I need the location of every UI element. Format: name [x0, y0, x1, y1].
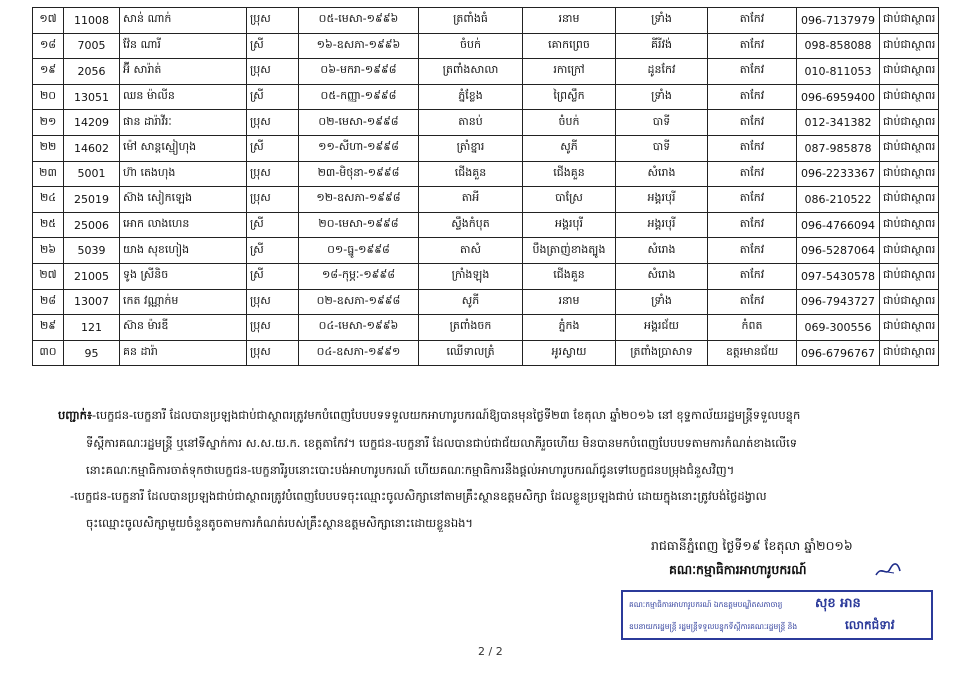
result-status-cell: ជាប់ជាស្ថាពរ [880, 187, 939, 213]
candidate-name-cell: ម៉ៅ សាន្តស្មៀហុង [120, 135, 247, 161]
province-cell: កំពត [708, 315, 797, 341]
village-cell: តានប់ [419, 110, 523, 136]
province-cell: តាកែវ [708, 187, 797, 213]
candidate-id-cell: 25006 [64, 212, 120, 238]
village-cell: ជើងគួន [419, 161, 523, 187]
candidate-sex-cell: ស្រី [247, 263, 299, 289]
row-number-cell: ១៨ [33, 33, 64, 59]
stamp-line-2: ឧបនាយករដ្ឋមន្ត្រី រដ្ឋមន្ត្រីទទួលបន្ទុកទីស្តីការគណៈរដ្ឋមន្ត្រី និង [629, 622, 798, 631]
commune-cell: រនាម [523, 8, 616, 34]
candidate-sex-cell: ស្រី [247, 33, 299, 59]
candidate-id-cell: 14209 [64, 110, 120, 136]
date-of-birth-cell: ១២-ឧសភា-១៩៩៨ [299, 187, 419, 213]
village-cell: ត្រពាំងធំ [419, 8, 523, 34]
province-cell: តាកែវ [708, 238, 797, 264]
phone-number-cell: 069-300556 [797, 315, 880, 341]
commune-cell: ព្រៃស្លឹក [523, 84, 616, 110]
row-number-cell: ២០ [33, 84, 64, 110]
village-cell: ត្រពាំងសាលា [419, 59, 523, 85]
phone-number-cell: 096-6796767 [797, 340, 880, 366]
district-cell: បាទី [616, 135, 708, 161]
commune-cell: ចំបក់ [523, 110, 616, 136]
result-status-cell: ជាប់ជាស្ថាពរ [880, 263, 939, 289]
candidate-name-cell: ស៊ាន ម៉ារឌី [120, 315, 247, 341]
candidate-sex-cell: ស្រី [247, 135, 299, 161]
table-row [33, 263, 939, 289]
signature-org: គណៈកម្មាធិការអាហារូបករណ៍ [669, 562, 807, 577]
candidate-sex-cell: ប្រុស [247, 289, 299, 315]
district-cell: បាទី [616, 110, 708, 136]
phone-number-cell: 010-811053 [797, 59, 880, 85]
phone-number-cell: 012-341382 [797, 110, 880, 136]
candidate-name-cell: ហ៊ា តេងហុង [120, 161, 247, 187]
candidate-sex-cell: ស្រី [247, 84, 299, 110]
candidate-id-cell: 14602 [64, 135, 120, 161]
commune-cell: ជើងគួន [523, 161, 616, 187]
row-number-cell: ១៧ [33, 8, 64, 34]
phone-number-cell: 097-5430578 [797, 263, 880, 289]
row-number-cell: ២១ [33, 110, 64, 136]
candidate-id-cell: 13051 [64, 84, 120, 110]
province-cell: តាកែវ [708, 289, 797, 315]
table-body [33, 8, 939, 366]
row-number-cell: ២៨ [33, 289, 64, 315]
date-of-birth-cell: ២០-មេសា-១៩៩៨ [299, 212, 419, 238]
row-number-cell: ២៣ [33, 161, 64, 187]
date-of-birth-cell: ០២-ឧសភា-១៩៩៨ [299, 289, 419, 315]
candidate-id-cell: 5039 [64, 238, 120, 264]
village-cell: ចំបក់ [419, 33, 523, 59]
date-of-birth-cell: ១១-សីហា-១៩៩៨ [299, 135, 419, 161]
result-status-cell: ជាប់ជាស្ថាពរ [880, 161, 939, 187]
table-row [33, 84, 939, 110]
phone-number-cell: 096-2233367 [797, 161, 880, 187]
province-cell: តាកែវ [708, 8, 797, 34]
commune-cell: អង្គរបុរី [523, 212, 616, 238]
candidate-id-cell: 2056 [64, 59, 120, 85]
village-cell: សូភី [419, 289, 523, 315]
table-row [33, 8, 939, 34]
table-row [33, 110, 939, 136]
result-status-cell: ជាប់ជាស្ថាពរ [880, 84, 939, 110]
row-number-cell: ២៦ [33, 238, 64, 264]
table-row [33, 161, 939, 187]
district-cell: សំរោង [616, 161, 708, 187]
candidate-name-cell: ទូង ស្រីនិច [120, 263, 247, 289]
result-status-cell: ជាប់ជាស្ថាពរ [880, 315, 939, 341]
candidate-name-cell: យាង សុខហៀង [120, 238, 247, 264]
candidate-name-cell: គន ដារ៉ា [120, 340, 247, 366]
candidate-id-cell: 95 [64, 340, 120, 366]
district-cell: គីរីវង់ [616, 33, 708, 59]
date-of-birth-cell: ០៤-ឧសភា-១៩៩១ [299, 340, 419, 366]
village-cell: ត្រពាំងចក [419, 315, 523, 341]
row-number-cell: ២៤ [33, 187, 64, 213]
phone-number-cell: 096-6959400 [797, 84, 880, 110]
candidate-name-cell: ផាន ដារ៉ាវីរៈ [120, 110, 247, 136]
notes-line-4: -បេក្ខជន-បេក្ខនារី ដែលបានប្រឡងជាប់ជាស្ថាពរត្រូវបំពេញបែបបទចុះឈ្មោះចូលសិក្សានៅតាមគ្រឹះស្ថានឧត្តមសិក្សា ដែលខ្លួនប្រឡងជាប់ ដោយក្នុងនោះត្រូវបង់ថ្លៃដង្វាល [70, 489, 767, 503]
candidate-sex-cell: ប្រុស [247, 187, 299, 213]
result-status-cell: ជាប់ជាស្ថាពរ [880, 340, 939, 366]
table-row [33, 315, 939, 341]
village-cell: តាសំ [419, 238, 523, 264]
result-status-cell: ជាប់ជាស្ថាពរ [880, 8, 939, 34]
result-status-cell: ជាប់ជាស្ថាពរ [880, 212, 939, 238]
district-cell: អង្គរជ័យ [616, 315, 708, 341]
candidate-sex-cell: ប្រុស [247, 110, 299, 136]
district-cell: សំរោង [616, 263, 708, 289]
candidate-id-cell: 7005 [64, 33, 120, 59]
province-cell: តាកែវ [708, 59, 797, 85]
candidate-id-cell: 21005 [64, 263, 120, 289]
candidate-name-cell: វ៉ែន ណារី [120, 33, 247, 59]
candidate-id-cell: 13007 [64, 289, 120, 315]
candidate-name-cell: ស៊ាង សៀកឡេង [120, 187, 247, 213]
village-cell: តាអី [419, 187, 523, 213]
phone-number-cell: 096-7137979 [797, 8, 880, 34]
table-row [33, 33, 939, 59]
date-of-birth-cell: ១៦-ឧសភា-១៩៩៦ [299, 33, 419, 59]
village-cell: ក្រាំងឡុង [419, 263, 523, 289]
signature-date: រាជធានីភ្នំពេញ ថ្ងៃទី១៩ ខែតុលា ឆ្នាំ២០១៦ [651, 538, 853, 553]
candidate-sex-cell: ស្រី [247, 212, 299, 238]
province-cell: តាកែវ [708, 33, 797, 59]
candidate-id-cell: 121 [64, 315, 120, 341]
phone-number-cell: 096-7943727 [797, 289, 880, 315]
district-cell: ទ្រាំង [616, 289, 708, 315]
district-cell: អង្គរបុរី [616, 187, 708, 213]
stamp-line-1: គណៈកម្មាធិការអាហារូបករណ៍ ឯកឧត្តមបណ្ឌិតសភាចារ្យ [629, 600, 783, 609]
candidate-id-cell: 25019 [64, 187, 120, 213]
commune-cell: រកាក្រៅ [523, 59, 616, 85]
candidate-sex-cell: ប្រុស [247, 340, 299, 366]
table-row [33, 187, 939, 213]
candidate-sex-cell: ប្រុស [247, 59, 299, 85]
result-status-cell: ជាប់ជាស្ថាពរ [880, 59, 939, 85]
district-cell: ត្រពាំងប្រាសាទ [616, 340, 708, 366]
date-of-birth-cell: ០៦-មករា-១៩៩៨ [299, 59, 419, 85]
date-of-birth-cell: ០១-ធ្នូ-១៩៩៨ [299, 238, 419, 264]
result-status-cell: ជាប់ជាស្ថាពរ [880, 135, 939, 161]
phone-number-cell: 096-4766094 [797, 212, 880, 238]
candidate-sex-cell: ប្រុស [247, 8, 299, 34]
village-cell: ឈើទាលត្រំ [419, 340, 523, 366]
date-of-birth-cell: ០៥-កញ្ញា-១៩៩៨ [299, 84, 419, 110]
candidate-sex-cell: ប្រុស [247, 161, 299, 187]
official-stamp [621, 590, 933, 640]
table-row [33, 59, 939, 85]
row-number-cell: ២៥ [33, 212, 64, 238]
stamp-name-2: លោកជំទាវ [845, 618, 895, 632]
table-row [33, 135, 939, 161]
row-number-cell: ១៩ [33, 59, 64, 85]
phone-number-cell: 098-858088 [797, 33, 880, 59]
result-status-cell: ជាប់ជាស្ថាពរ [880, 238, 939, 264]
phone-number-cell: 086-210522 [797, 187, 880, 213]
district-cell: ទ្រាំង [616, 8, 708, 34]
commune-cell: អូរស្វាយ [523, 340, 616, 366]
row-number-cell: ៣០ [33, 340, 64, 366]
village-cell: ត្រាំខ្នារ [419, 135, 523, 161]
province-cell: តាកែវ [708, 110, 797, 136]
province-cell: តាកែវ [708, 135, 797, 161]
commune-cell: គោកព្រេច [523, 33, 616, 59]
district-cell: អង្គរបុរី [616, 212, 708, 238]
candidate-sex-cell: ប្រុស [247, 315, 299, 341]
province-cell: ឧត្តរមានជ័យ [708, 340, 797, 366]
village-cell: ភ្នំខ្លែង [419, 84, 523, 110]
province-cell: តាកែវ [708, 212, 797, 238]
row-number-cell: ២៧ [33, 263, 64, 289]
commune-cell: បឹងត្រាញ់ខាងត្បូង [523, 238, 616, 264]
district-cell: ដូនកែវ [616, 59, 708, 85]
candidate-name-cell: កេត វណ្ណាក់ម [120, 289, 247, 315]
row-number-cell: ២២ [33, 135, 64, 161]
result-status-cell: ជាប់ជាស្ថាពរ [880, 289, 939, 315]
date-of-birth-cell: ១៨-កុម្ភៈ-១៩៩៨ [299, 263, 419, 289]
district-cell: សំរោង [616, 238, 708, 264]
table-row [33, 238, 939, 264]
table-row [33, 340, 939, 366]
notes-line-5: ចុះឈ្មោះចូលសិក្សាមួយចំនួនតូចតាមការកំណត់របស់គ្រឹះស្ថានឧត្តមសិក្សានោះដោយខ្លួនឯង។ [86, 516, 474, 530]
notes-text-1: -បេក្ខជន-បេក្ខនារី ដែលបានប្រឡងជាប់ជាស្ថាពរត្រូវមកបំពេញបែបបទទទួលយកអាហារូបករណ៍ឱ្យបានមុនថ្ងៃទី២៣ ខែតុលា ឆ្នាំ២០១៦ នៅ ខុទ្ទកាល័យរដ្ឋមន្ត្រីទទួលបន្ទុក [92, 408, 801, 422]
district-cell: ទ្រាំង [616, 84, 708, 110]
page-number: 2 / 2 [478, 645, 503, 658]
stamp-name-1: សុខ អាន [815, 596, 861, 611]
commune-cell: ភ្នំកង [523, 315, 616, 341]
results-table [32, 7, 939, 366]
date-of-birth-cell: ០២-មេសា-១៩៩៨ [299, 110, 419, 136]
commune-cell: រនាម [523, 289, 616, 315]
commune-cell: ជើងគួន [523, 263, 616, 289]
province-cell: តាកែវ [708, 84, 797, 110]
result-status-cell: ជាប់ជាស្ថាពរ [880, 33, 939, 59]
table-row [33, 289, 939, 315]
village-cell: ស្ទឹងកំបុត [419, 212, 523, 238]
notes-label: បញ្ជាក់៖ [58, 408, 93, 422]
candidate-name-cell: សាន់ ណាក់ [120, 8, 247, 34]
candidate-id-cell: 5001 [64, 161, 120, 187]
phone-number-cell: 096-5287064 [797, 238, 880, 264]
notes-line-1 [58, 404, 800, 426]
signature-mark-icon [874, 561, 902, 579]
phone-number-cell: 087-985878 [797, 135, 880, 161]
candidate-sex-cell: ស្រី [247, 238, 299, 264]
notes-line-3: នោះគណៈកម្មាធិការចាត់ទុកថាបេក្ខជន-បេក្ខនារីរូបនោះបោះបង់អាហារូបករណ៍ ហើយគណៈកម្មាធិការនឹងផ្តល់អាហារូបករណ៍ជូនទៅបេក្ខជនបម្រុងជំនួសវិញ។ [86, 463, 735, 477]
row-number-cell: ២៩ [33, 315, 64, 341]
province-cell: តាកែវ [708, 263, 797, 289]
date-of-birth-cell: ០៥-មេសា-១៩៩៦ [299, 8, 419, 34]
candidate-id-cell: 11008 [64, 8, 120, 34]
date-of-birth-cell: ២៣-មិថុនា-១៩៩៨ [299, 161, 419, 187]
commune-cell: សូភី [523, 135, 616, 161]
commune-cell: បាស្រែ [523, 187, 616, 213]
date-of-birth-cell: ០៤-មេសា-១៩៩៦ [299, 315, 419, 341]
notes-line-2: ទីស្តីការគណៈរដ្ឋមន្ត្រី ឬនៅទីស្នាក់ការ ស.ស.យ.ក. ខេត្តតាកែវ។ បេក្ខជន-បេក្ខនារី ដែលបានជាប់ជាជ័យលាភីរួចហើយ មិនបានមកបំពេញបែបបទតាមការកំណត់ខាងលើទេ [86, 436, 798, 450]
candidate-name-cell: អ៊ី សារ៉ាត់ [120, 59, 247, 85]
result-status-cell: ជាប់ជាស្ថាពរ [880, 110, 939, 136]
table-row [33, 212, 939, 238]
candidate-name-cell: ឈន ម៉ាលីន [120, 84, 247, 110]
province-cell: តាកែវ [708, 161, 797, 187]
candidate-name-cell: អោក លាងហេន [120, 212, 247, 238]
